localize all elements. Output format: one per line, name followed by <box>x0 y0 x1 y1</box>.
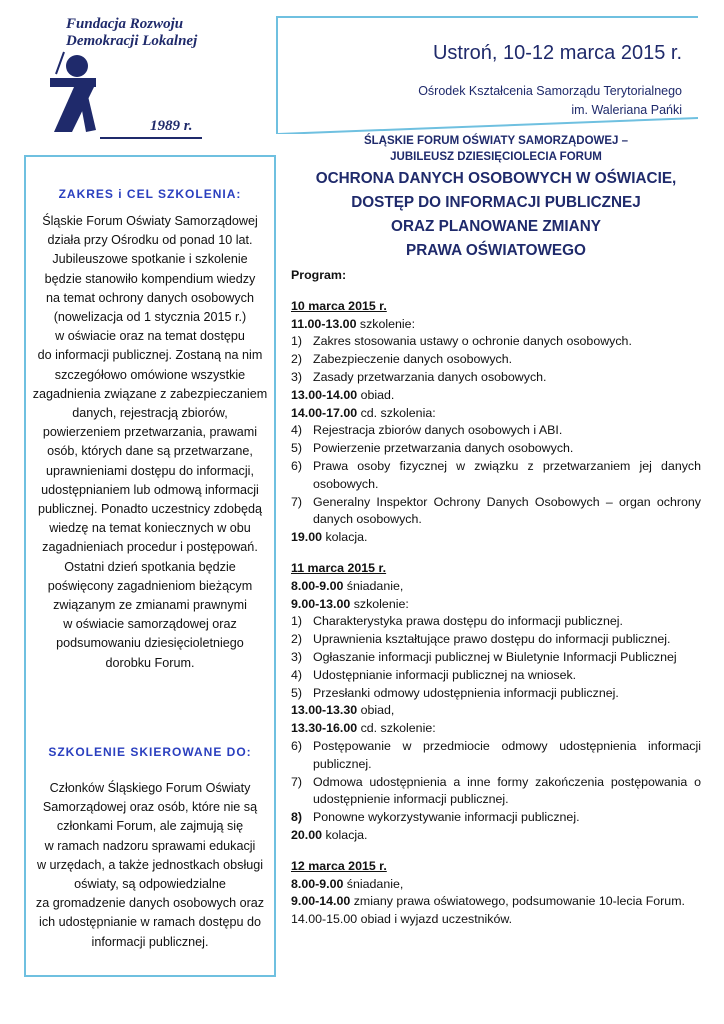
time-slot <box>291 702 701 720</box>
time-range: 9.00-14.00 <box>291 894 351 909</box>
time-range: 20.00 <box>291 827 323 842</box>
time-activity: obiad, <box>357 703 395 718</box>
time-activity: cd. szkolenia: <box>357 405 436 420</box>
time-activity: zmiany prawa oświatowego, podsumowanie 10-lecia Forum. <box>350 894 685 909</box>
item-number: 5) <box>291 685 303 700</box>
time-activity: kolacja. <box>322 827 368 842</box>
item-number: 6) <box>291 738 303 753</box>
time-activity: szkolenie: <box>350 596 409 611</box>
time-range: 19.00 <box>291 530 323 545</box>
scope-text: Śląskie Forum Oświaty Samorządowej działa przy Ośrodku od ponad 10 lat. Jubileuszowe spotkanie i szkolenie będzie stanowiło kompendium wiedzy na temat ochrony danych osobowych (nowelizacja od 1 stycznia 2015 r.) w oświacie oraz na temat dostępu do informacji publicznej. Zostaną na nim szczegółowo omówione wszystkie zagadnienia związane z zabezpieczaniem danych, rejestracją zbiorów, powierzeniem przetwarzania, prawami osób, których dane są przetwarzane, uprawnieniami dostępu do informacji, udostępnianiem lub odmową informacji publicznej. Ponadto uczestnicy zdobędą wiedzę na temat koniecznych w obu zagadnieniach procedur i postępowań. Ostatni dzień spotkania będzie poświęcony zagadnieniom bieżącym związanym ze zmianami prawnymi w oświacie samorządowej oraz podsumowaniu dziesięcioletniego dorobku Forum. <box>32 214 268 670</box>
program-label: Program: <box>291 268 347 282</box>
time-slot <box>291 316 701 334</box>
program-item <box>291 685 701 703</box>
header-box <box>276 16 698 134</box>
event-title: OCHRONA DANYCH OSOBOWYCH W OŚWIACIE, DOSTĘP DO INFORMACJI PUBLICZNEJ ORAZ PLANOWANE ZMIANY PRAWA OŚWIATOWEGO <box>315 170 677 259</box>
time-slot <box>291 578 701 596</box>
item-text: Powierzenie przetwarzania danych osobowych. <box>313 441 574 456</box>
item-number: 4) <box>291 423 303 438</box>
item-number: 7) <box>291 774 303 789</box>
item-number: 7) <box>291 494 303 509</box>
item-number: 4) <box>291 667 303 682</box>
org-name-line1: Fundacja Rozwoju <box>66 16 184 32</box>
time-slot <box>291 720 701 738</box>
item-number: 6) <box>291 458 303 473</box>
venue-line1: Ośrodek Kształcenia Samorządu Terytorialnego <box>418 84 682 98</box>
item-text: Zakres stosowania ustawy o ochronie danych osobowych. <box>313 334 632 349</box>
time-range: 8.00-9.00 <box>291 876 344 891</box>
time-slot <box>291 405 701 423</box>
item-number: 3) <box>291 369 303 384</box>
item-text: Uprawnienia kształtujące prawo dostępu do informacji publicznej. <box>313 632 671 647</box>
item-text: Odmowa udostępnienia a inne formy zakończenia postępowania o udostępnienie informacji publicznej. <box>313 774 701 807</box>
time-slot <box>291 387 701 405</box>
time-slot <box>291 893 701 911</box>
audience-heading: SZKOLENIE SKIEROWANE DO: <box>48 745 252 759</box>
forum-subtitle: ŚLĄSKIE FORUM OŚWIATY SAMORZĄDOWEJ – JUBILEUSZ DZIESIĘCIOLECIA FORUM <box>363 135 629 163</box>
item-text: Postępowanie w przedmiocie odmowy udostępnienia informacji publicznej. <box>313 738 701 771</box>
time-slot <box>291 827 701 845</box>
sidebar-box <box>24 155 276 977</box>
program-item <box>291 774 701 810</box>
time-slot-plain: 14.00-15.00 obiad i wyjazd uczestników. <box>291 912 513 927</box>
program-item <box>291 333 701 351</box>
item-text: Ogłaszanie informacji publicznej w Biuletynie Informacji Publicznej <box>313 649 677 664</box>
event-date: Ustroń, 10-12 marca 2015 r. <box>432 42 682 64</box>
program-item <box>291 631 701 649</box>
day-heading: 11 marca 2015 r. <box>291 560 387 575</box>
main-column <box>291 133 701 929</box>
event-venue <box>418 82 682 120</box>
item-text: Przesłanki odmowy udostępnienia informacji publicznej. <box>313 685 619 700</box>
time-activity: obiad. <box>357 387 395 402</box>
item-number: 8) <box>291 810 303 825</box>
time-range: 13.30-16.00 <box>291 721 358 736</box>
program-item <box>291 351 701 369</box>
logo-divider <box>100 137 202 139</box>
item-text: Generalny Inspektor Ochrony Danych Osobowych – organ ochrony danych osobowych. <box>313 494 701 527</box>
org-name <box>66 16 197 50</box>
program-item <box>291 369 701 387</box>
program-item <box>291 458 701 494</box>
time-range: 8.00-9.00 <box>291 578 344 593</box>
item-text: Rejestracja zbiorów danych osobowych i ABI. <box>313 423 563 438</box>
time-range: 13.00-14.00 <box>291 387 358 402</box>
program-item <box>291 738 701 774</box>
scope-heading: ZAKRES i CEL SZKOLENIA: <box>58 187 242 201</box>
item-text: Prawa osoby fizycznej w związku z przetwarzaniem jej danych osobowych. <box>313 458 701 491</box>
item-number: 1) <box>291 614 303 629</box>
program <box>291 267 701 929</box>
item-text: Zasady przetwarzania danych osobowych. <box>313 369 547 384</box>
program-item <box>291 613 701 631</box>
program-item <box>291 809 701 827</box>
time-range: 9.00-13.00 <box>291 596 351 611</box>
program-item <box>291 667 701 685</box>
time-activity: szkolenie: <box>356 316 416 331</box>
time-activity: cd. szkolenie: <box>357 721 436 736</box>
time-activity: kolacja. <box>322 530 368 545</box>
time-slot <box>291 876 701 894</box>
time-activity: śniadanie, <box>343 876 404 891</box>
org-name-line2: Demokracji Lokalnej <box>66 33 198 49</box>
program-days <box>291 298 701 929</box>
item-number: 2) <box>291 352 303 367</box>
time-slot <box>291 596 701 614</box>
time-activity: śniadanie, <box>343 578 404 593</box>
item-text: Ponowne wykorzystywanie informacji publicznej. <box>313 810 580 825</box>
day-heading: 12 marca 2015 r. <box>291 858 387 873</box>
time-range: 11.00-13.00 <box>291 316 357 331</box>
org-year: 1989 r. <box>150 118 193 134</box>
venue-line2: im. Waleriana Pańki <box>571 103 682 117</box>
program-item <box>291 494 701 530</box>
item-text: Charakterystyka prawa dostępu do informacji publicznej. <box>313 614 623 629</box>
logo-figure-icon <box>50 50 106 134</box>
program-item <box>291 440 701 458</box>
program-item <box>291 649 701 667</box>
item-number: 5) <box>291 441 303 456</box>
time-range: 14.00-17.00 <box>291 405 358 420</box>
time-slot <box>291 529 701 547</box>
program-item <box>291 422 701 440</box>
item-number: 1) <box>291 334 303 349</box>
day-heading: 10 marca 2015 r. <box>291 298 387 313</box>
time-range: 13.00-13.30 <box>291 703 358 718</box>
item-number: 2) <box>291 632 303 647</box>
item-text: Udostępnianie informacji publicznej na wniosek. <box>313 667 577 682</box>
item-text: Zabezpieczenie danych osobowych. <box>313 352 513 367</box>
item-number: 3) <box>291 649 303 664</box>
audience-text: Członków Śląskiego Forum Oświaty Samorządowej oraz osób, które nie są członkami Forum, ale zajmują się w ramach nadzoru sprawami edukacji w urzędach, a także jednostkach obsługi oświaty, są odpowiedzialne za gromadzenie danych osobowych oraz ich udostępnianie w ramach dostępu do informacji publicznej. <box>35 781 265 949</box>
